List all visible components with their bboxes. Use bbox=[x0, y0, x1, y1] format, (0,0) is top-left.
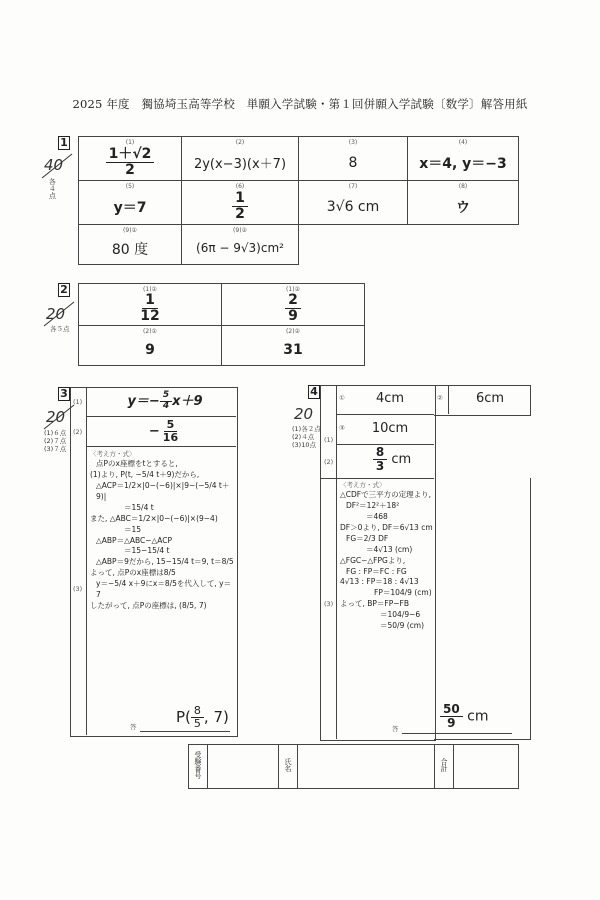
answer-4-3[interactable]: $\frac{50}{9}$ cm bbox=[440, 703, 489, 730]
section-3-number: 3 bbox=[58, 387, 70, 401]
answer-3-3[interactable]: P( $\frac{8}{5}$ , 7) bbox=[176, 704, 229, 731]
footer-table bbox=[188, 744, 519, 789]
section-2-points: 各５点 bbox=[50, 325, 70, 333]
total-label: 合計 bbox=[435, 745, 454, 789]
answer-3-2[interactable]: − $\frac{5}{16}$ bbox=[148, 418, 179, 445]
answer-cell-2-2b[interactable]: (2)② 31 bbox=[222, 326, 365, 366]
section-1-table bbox=[78, 136, 519, 265]
work-area-3: 〈考え方・式〉 点Pのx座標をtとすると, (1)より, P(t, −5/4 t＋9)だから, △ACP＝1/2×|0−(−6)|×|9−(−5/4 t＋9)| ＝15/4 t また, △ABC＝1/2×|0−(−6)|×(9−4) ＝15 △ABP＝△ABC−△ACP ＝15−15/4 t △ABP＝9だから, 15−15/4 t＝9, t＝8/5 よって, 点Pのx座標は8/5 y＝−5/4 x＋9にx＝8/5を代入して, y＝7 したがって, 点Pの座標は, (8/5, 7) bbox=[90, 450, 234, 610]
answer-4-1a[interactable]: 4cm bbox=[375, 391, 405, 406]
answer-4-1c[interactable]: 10cm bbox=[371, 421, 409, 436]
score-slash-1 bbox=[38, 152, 78, 180]
exam-number-label: 受験番号 bbox=[189, 745, 208, 789]
section-1-points: 各４点 bbox=[48, 178, 57, 199]
section-3-points: (1)６点 (2)７点 (3)７点 bbox=[44, 429, 67, 453]
answer-cell-1-6[interactable]: (6) $\frac{1}{2}$ bbox=[182, 181, 299, 225]
answer-cell-1-7[interactable]: (7) 3√6 cm bbox=[299, 181, 408, 225]
answer-4-2[interactable]: $\frac{8}{3}$ cm bbox=[350, 446, 434, 473]
name-label: 氏名 bbox=[279, 745, 298, 789]
answer-cell-1-1[interactable]: (1) $\frac{1+√2}{2}$ bbox=[79, 137, 182, 181]
answer-cell-1-5[interactable]: (5) y＝7 bbox=[79, 181, 182, 225]
answer-cell-1-3[interactable]: (3) 8 bbox=[299, 137, 408, 181]
section-4-number: 4 bbox=[308, 385, 320, 399]
section-1-score: 40 bbox=[44, 156, 64, 174]
answer-cell-1-8[interactable]: (8) ウ bbox=[408, 181, 519, 225]
answer-cell-2-2a[interactable]: (2)① 9 bbox=[79, 326, 222, 366]
answer-4-1b[interactable]: 6cm bbox=[475, 391, 505, 406]
section-2-number: 2 bbox=[58, 283, 70, 297]
work-area-4: 〈考え方・式〉 △CDFで三平方の定理より, DF²＝12²＋18² ＝468 DF＞0より, DF＝6√13 cm FG＝2/3 DF ＝4√13 (cm) △FGC∽△FPGより, FG : FP＝FC : FG 4√13 : FP＝18 : 4√13 FP＝104/9 (cm) よって, BP＝FP−FB ＝104/9−6 ＝50/9 (cm) bbox=[340, 481, 433, 630]
section-2-score: 20 bbox=[46, 305, 66, 323]
section-4-points: (1)各２点 (2)４点 (3)10点 bbox=[292, 425, 321, 449]
answer-3-1[interactable]: y＝− $\frac{5}{4}$ x＋9 bbox=[127, 390, 203, 411]
page-title: 2025 年度 獨協埼玉高等学校 単願入学試験・第１回併願入学試験〔数学〕解答用紙 bbox=[72, 97, 528, 111]
exam-number-field[interactable] bbox=[208, 745, 279, 789]
score-slash-2 bbox=[40, 300, 80, 328]
section-2-table bbox=[78, 283, 365, 366]
answer-cell-1-9a[interactable]: (9)① 80 度 bbox=[79, 225, 182, 265]
answer-cell-1-4[interactable]: (4) x＝4, y＝−3 bbox=[408, 137, 519, 181]
section-4-score: 20 bbox=[294, 405, 314, 423]
name-field[interactable] bbox=[298, 745, 435, 789]
total-field[interactable] bbox=[454, 745, 519, 789]
answer-cell-2-1b[interactable]: (1)② $\frac{2}{9}$ bbox=[222, 284, 365, 326]
answer-cell-1-9b[interactable]: (9)② (6π − 9√3)cm² bbox=[182, 225, 299, 265]
answer-cell-1-2[interactable]: (2) 2y(x−3)(x＋7) bbox=[182, 137, 299, 181]
answer-cell-2-1a[interactable]: (1)① $\frac{1}{12}$ bbox=[79, 284, 222, 326]
section-1-number: 1 bbox=[58, 136, 70, 150]
section-3-score: 20 bbox=[46, 408, 66, 426]
